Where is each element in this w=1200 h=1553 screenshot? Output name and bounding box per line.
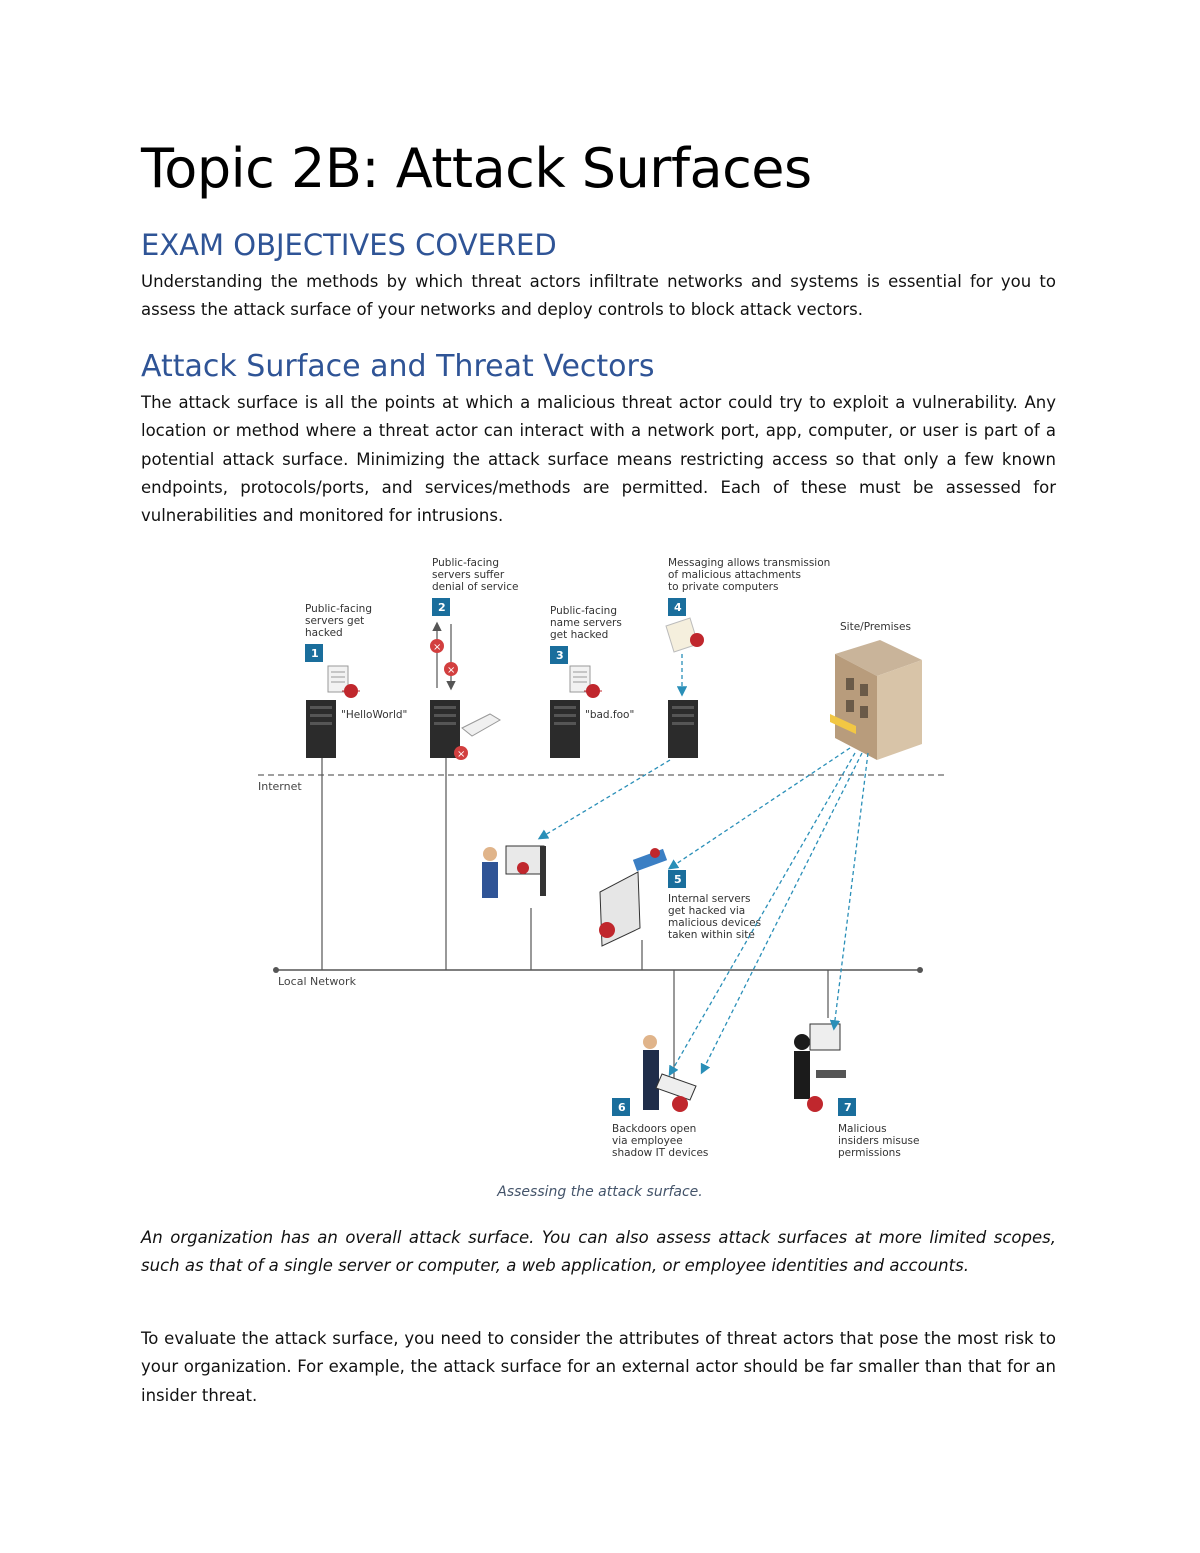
svg-text:3: 3 bbox=[556, 649, 564, 662]
bad-foo-text: "bad.foo" bbox=[585, 709, 635, 721]
bug-icon bbox=[672, 1096, 688, 1112]
callout-4-text: Messaging allows transmission of malicious attachments to private computers bbox=[668, 557, 831, 593]
site-premises-label: Site/Premises bbox=[840, 621, 911, 633]
blocked-icon bbox=[454, 746, 468, 760]
keyboard-icon bbox=[816, 1070, 846, 1078]
server-3-icon bbox=[550, 700, 580, 758]
local-network-label: Local Network bbox=[278, 975, 356, 988]
objectives-heading: EXAM OBJECTIVES COVERED bbox=[141, 228, 557, 262]
internet-label: Internet bbox=[258, 780, 302, 793]
attack-surface-diagram bbox=[250, 548, 950, 1168]
bug-icon bbox=[807, 1096, 823, 1112]
callout-6-text: Backdoors open via employee shadow IT devices bbox=[612, 1123, 709, 1159]
svg-text:×: × bbox=[433, 642, 442, 653]
employee-icon bbox=[643, 1035, 659, 1110]
person-icon bbox=[482, 847, 498, 898]
svg-text:1: 1 bbox=[311, 647, 319, 660]
server-1-icon bbox=[306, 700, 336, 758]
svg-text:×: × bbox=[447, 665, 456, 676]
bug-icon bbox=[690, 633, 704, 647]
attack-surface-paragraph: The attack surface is all the points at which a malicious threat actor could try to exploit a vulnerability. Any location or method where a threat actor can interact with a network port, app, computer, or user is part of a potential attack surface. Minimizing the attack surface means restricting access so that only a few known endpoints, protocols/ports, and services/methods are permitted. Each of these must be assessed for vulnerabilities and monitored for intrusions. bbox=[141, 393, 1056, 526]
bug-icon bbox=[650, 848, 660, 858]
objectives-paragraph: Understanding the methods by which threat actors infiltrate networks and systems is essential for you to assess the attack surface of your networks and deploy controls to block attack vectors. bbox=[141, 272, 1056, 320]
svg-text:×: × bbox=[457, 749, 466, 760]
callout-5-text: Internal servers get hacked via malicious devices taken within site bbox=[668, 893, 762, 941]
svg-text:6: 6 bbox=[618, 1101, 626, 1114]
figure-caption: Assessing the attack surface. bbox=[497, 1184, 703, 1200]
attack-surface-heading: Attack Surface and Threat Vectors bbox=[141, 349, 655, 384]
blocked-icon bbox=[430, 639, 444, 653]
callout-1-text: Public-facing servers get hacked bbox=[305, 603, 373, 639]
laptop-icon bbox=[656, 1074, 696, 1100]
organization-paragraph: An organization has an overall attack surface. You can also assess attack surfaces at more limited scopes, such as that of a single server or computer, a web application, or employee identities and accounts. bbox=[141, 1228, 1056, 1276]
svg-text:5: 5 bbox=[674, 873, 682, 886]
callout-3-text: Public-facing name servers get hacked bbox=[550, 605, 622, 641]
blocked-icon bbox=[444, 662, 458, 676]
svg-text:7: 7 bbox=[844, 1101, 852, 1114]
svg-text:2: 2 bbox=[438, 601, 446, 614]
bug-icon bbox=[599, 922, 615, 938]
attack-arrow bbox=[540, 760, 670, 838]
callout-2-text: Public-facing servers suffer denial of service bbox=[432, 557, 519, 593]
bug-icon bbox=[517, 862, 529, 874]
callout-7-text: Malicious insiders misuse permissions bbox=[838, 1123, 920, 1159]
hello-world-text: "HelloWorld" bbox=[341, 709, 408, 721]
page-title: Topic 2B: Attack Surfaces bbox=[141, 137, 812, 200]
server-4-icon bbox=[668, 700, 698, 758]
svg-text:4: 4 bbox=[674, 601, 682, 614]
usb-drive-icon bbox=[633, 849, 667, 871]
evaluate-paragraph: To evaluate the attack surface, you need to consider the attributes of threat actors that pose the most risk to your organization. For example, the attack surface for an external actor should be far smaller than that for an insider threat. bbox=[141, 1329, 1056, 1405]
attack-arrow bbox=[834, 753, 868, 1028]
router-icon bbox=[462, 714, 500, 736]
monitor-icon bbox=[810, 1024, 840, 1050]
insider-icon bbox=[794, 1034, 810, 1099]
building-icon bbox=[830, 640, 922, 760]
